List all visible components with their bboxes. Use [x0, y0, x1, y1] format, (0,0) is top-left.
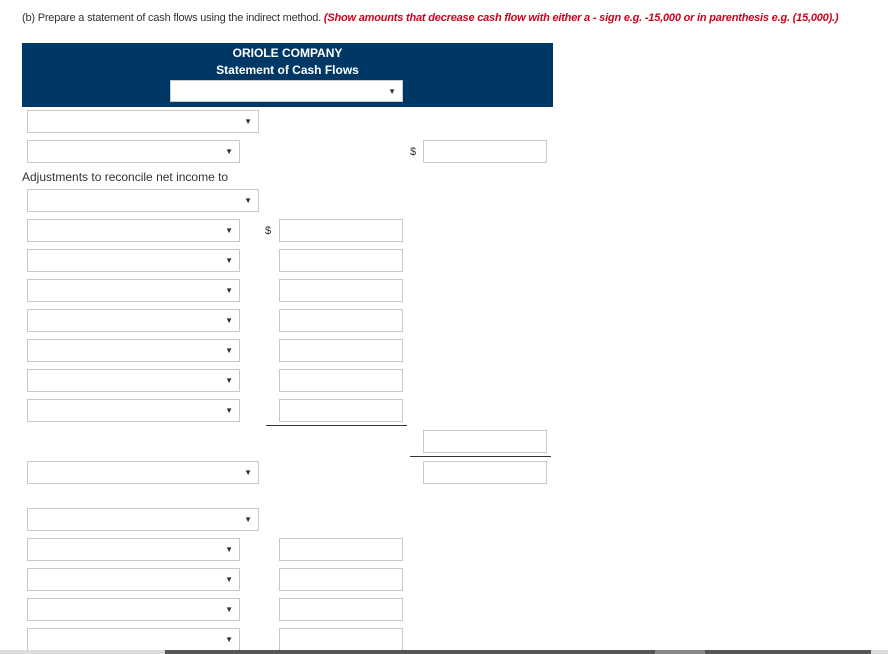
investing-select-1[interactable] [27, 538, 240, 561]
adjustment-select-5[interactable] [27, 339, 240, 362]
chevron-down-icon: ▼ [225, 635, 233, 644]
adjustment-select-3[interactable] [27, 279, 240, 302]
adjustment-input-4[interactable] [279, 309, 403, 332]
scrollbar-thumb-highlight [655, 650, 705, 654]
adjustment-select-4[interactable] [27, 309, 240, 332]
instructions [22, 12, 882, 24]
line-item-select-3[interactable] [27, 189, 259, 212]
chevron-down-icon: ▼ [244, 468, 252, 477]
chevron-down-icon: ▼ [388, 87, 396, 96]
adjustment-input-3[interactable] [279, 279, 403, 302]
instruction-note: (Show amounts that decrease cash flow with either a - sign e.g. -15,000 or in parenthesis e.g. (15,000).) [323, 12, 839, 24]
chevron-down-icon: ▼ [225, 226, 233, 235]
chevron-down-icon: ▼ [225, 316, 233, 325]
chevron-down-icon: ▼ [225, 147, 233, 156]
chevron-down-icon: ▼ [225, 376, 233, 385]
statement-header [22, 43, 553, 107]
net-cash-operating-select[interactable] [27, 461, 259, 484]
adjustment-select-6[interactable] [27, 369, 240, 392]
investing-section-select[interactable] [27, 508, 259, 531]
chevron-down-icon: ▼ [225, 605, 233, 614]
chevron-down-icon: ▼ [225, 286, 233, 295]
adjustment-select-1[interactable] [27, 219, 240, 242]
adjustment-select-2[interactable] [27, 249, 240, 272]
chevron-down-icon: ▼ [225, 545, 233, 554]
adjustment-input-7[interactable] [279, 399, 403, 422]
adjustment-input-5[interactable] [279, 339, 403, 362]
instruction-text: (b) Prepare a statement of cash flows using the indirect method. [22, 12, 322, 24]
adjustment-select-7[interactable] [27, 399, 240, 422]
adjustment-input-2[interactable] [279, 249, 403, 272]
investing-input-1[interactable] [279, 538, 403, 561]
investing-input-2[interactable] [279, 568, 403, 591]
investing-select-4[interactable] [27, 628, 240, 651]
chevron-down-icon: ▼ [225, 575, 233, 584]
scrollbar-thumb[interactable] [165, 650, 871, 654]
investing-input-3[interactable] [279, 598, 403, 621]
adjustment-input-6[interactable] [279, 369, 403, 392]
adjustment-input-1[interactable] [279, 219, 403, 242]
investing-input-4[interactable] [279, 628, 403, 651]
line-item-select-1[interactable] [27, 110, 259, 133]
dollar-sign: $ [410, 146, 417, 158]
chevron-down-icon: ▼ [225, 346, 233, 355]
statement-title: Statement of Cash Flows [216, 63, 359, 77]
investing-select-2[interactable] [27, 568, 240, 591]
subtotal-rule [266, 425, 407, 426]
net-cash-operating-input[interactable] [423, 461, 547, 484]
chevron-down-icon: ▼ [244, 117, 252, 126]
horizontal-scrollbar[interactable] [0, 650, 888, 654]
amount-input-net-income[interactable] [423, 140, 547, 163]
investing-select-3[interactable] [27, 598, 240, 621]
line-item-select-2[interactable] [27, 140, 240, 163]
chevron-down-icon: ▼ [225, 406, 233, 415]
adjustments-label: Adjustments to reconcile net income to [22, 170, 229, 184]
total-adjustments-input[interactable] [423, 430, 547, 453]
company-name: ORIOLE COMPANY [232, 46, 343, 60]
chevron-down-icon: ▼ [225, 256, 233, 265]
chevron-down-icon: ▼ [244, 515, 252, 524]
dollar-sign: $ [265, 225, 272, 237]
period-select[interactable] [170, 80, 403, 102]
total-rule [410, 456, 551, 457]
chevron-down-icon: ▼ [244, 196, 252, 205]
